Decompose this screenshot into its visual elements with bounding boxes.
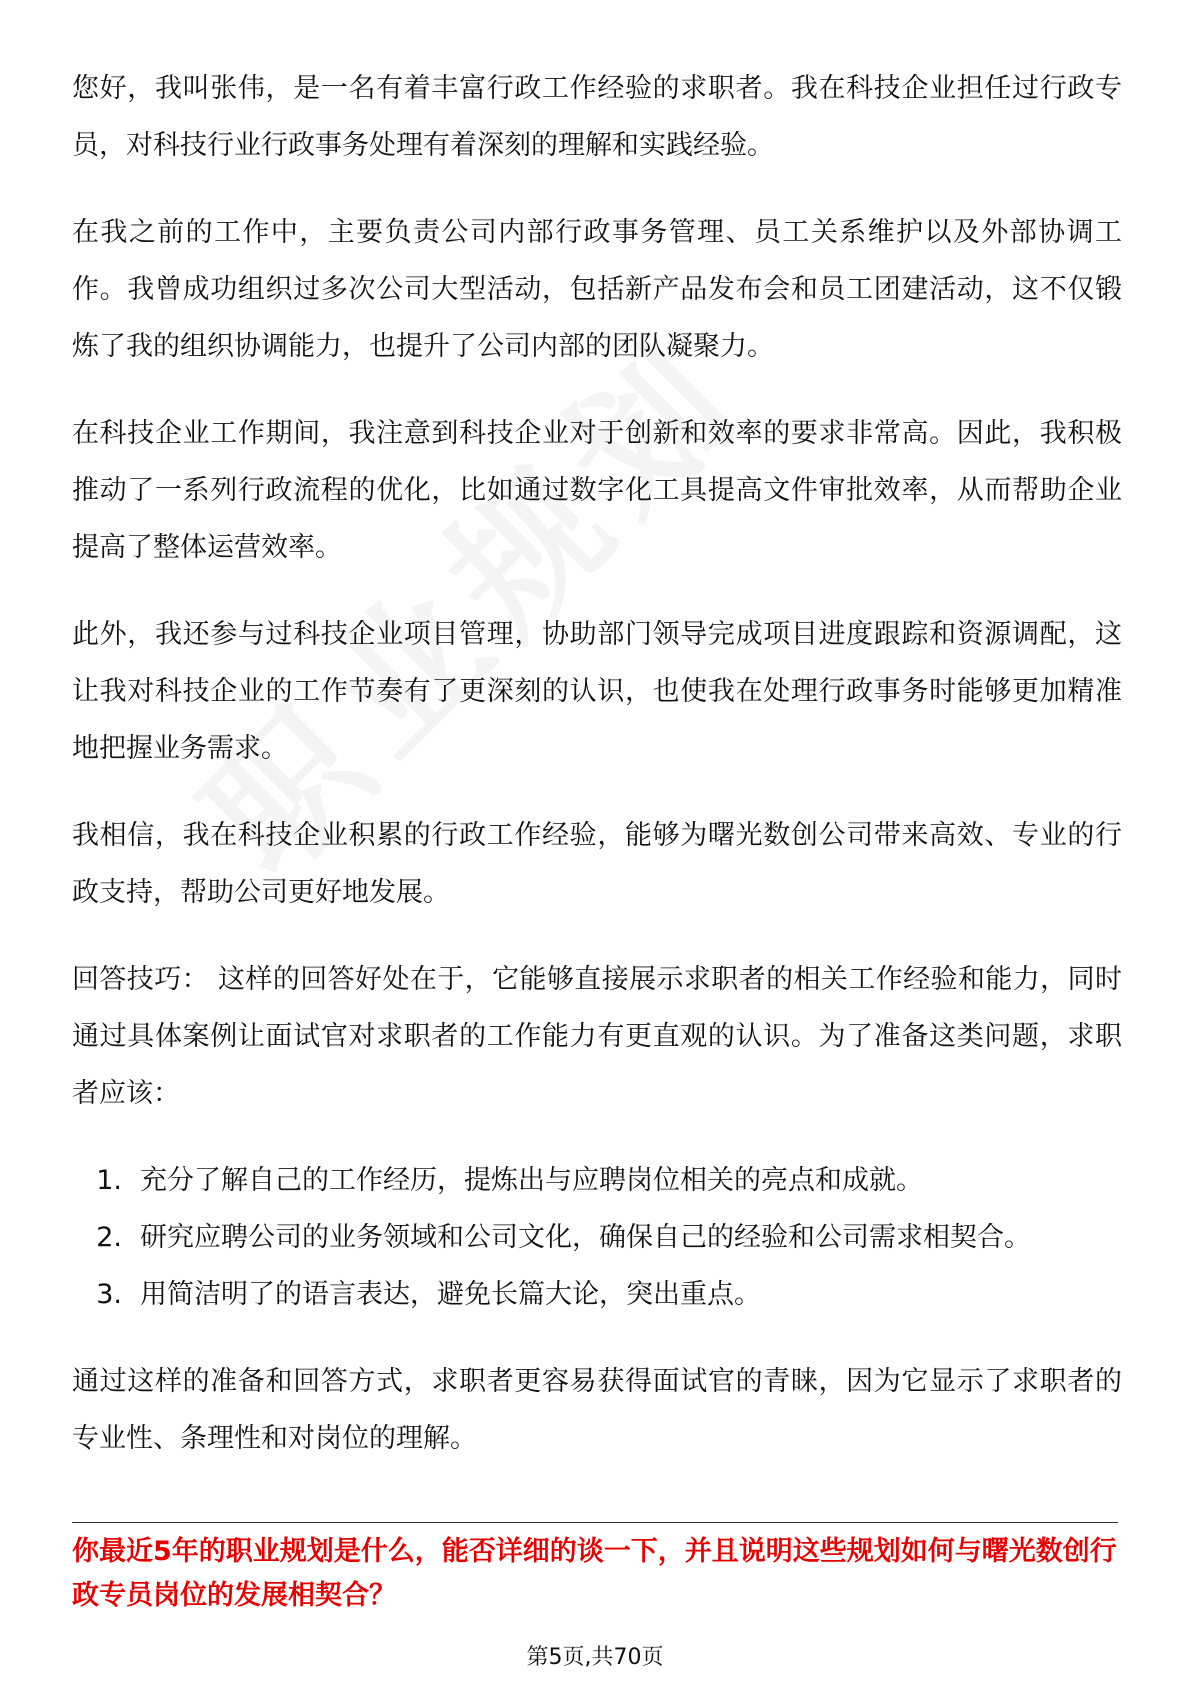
paragraph-previous-work: 在我之前的工作中，主要负责公司内部行政事务管理、员工关系维护以及外部协调工作。我曾成功组织过多次公司大型活动，包括新产品发布会和员工团建活动，这不仅锻炼了我的组织协调能力，也提升了公司内部的团队凝聚力。: [72, 217, 1122, 362]
list-item-number: 1.: [96, 1165, 122, 1196]
page-number-footer: 第5页,共70页: [526, 1645, 664, 1670]
paragraph-project-management: 此外，我还参与过科技企业项目管理，协助部门领导完成项目进度跟踪和资源调配，这让我对科技企业的工作节奏有了更深刻的认识，也使我在处理行政事务时能够更加精准地把握业务需求。: [72, 619, 1122, 764]
section-divider: [72, 1522, 1118, 1523]
paragraph-belief: 我相信，我在科技企业积累的行政工作经验，能够为曙光数创公司带来高效、专业的行政支持，帮助公司更好地发展。: [72, 820, 1122, 908]
list-item-text: 用简洁明了的语言表达，避免长篇大论，突出重点。: [140, 1279, 761, 1310]
paragraph-efficiency: 在科技企业工作期间，我注意到科技企业对于创新和效率的要求非常高。因此，我积极推动了一系列行政流程的优化，比如通过数字化工具提高文件审批效率，从而帮助企业提高了整体运营效率。: [72, 418, 1122, 563]
list-item-number: 3.: [96, 1279, 122, 1310]
next-question-heading: 你最近5年的职业规划是什么，能否详细的谈一下，并且说明这些规划如何与曙光数创行政专员岗位的发展相契合？: [72, 1536, 1117, 1611]
paragraph-answer-tips: 回答技巧： 这样的回答好处在于，它能够直接展示求职者的相关工作经验和能力，同时通过具体案例让面试官对求职者的工作能力有更直观的认识。为了准备这类问题，求职者应该：: [72, 964, 1122, 1109]
answer-content: [72, 60, 1122, 1497]
list-item-text: 研究应聘公司的业务领域和公司文化，确保自己的经验和公司需求相契合。: [140, 1222, 1031, 1253]
list-item: [72, 1152, 1122, 1209]
list-item-text: 充分了解自己的工作经历，提炼出与应聘岗位相关的亮点和成就。: [140, 1165, 923, 1196]
paragraph-closing: 通过这样的准备和回答方式，求职者更容易获得面试官的青睐，因为它显示了求职者的专业性、条理性和对岗位的理解。: [72, 1366, 1122, 1454]
list-item: [72, 1209, 1122, 1266]
list-item-number: 2.: [96, 1222, 122, 1253]
paragraph-intro: 您好，我叫张伟，是一名有着丰富行政工作经验的求职者。我在科技企业担任过行政专员，对科技行业行政事务处理有着深刻的理解和实践经验。: [72, 73, 1122, 161]
tips-list: [72, 1152, 1122, 1323]
list-item: [72, 1266, 1122, 1323]
